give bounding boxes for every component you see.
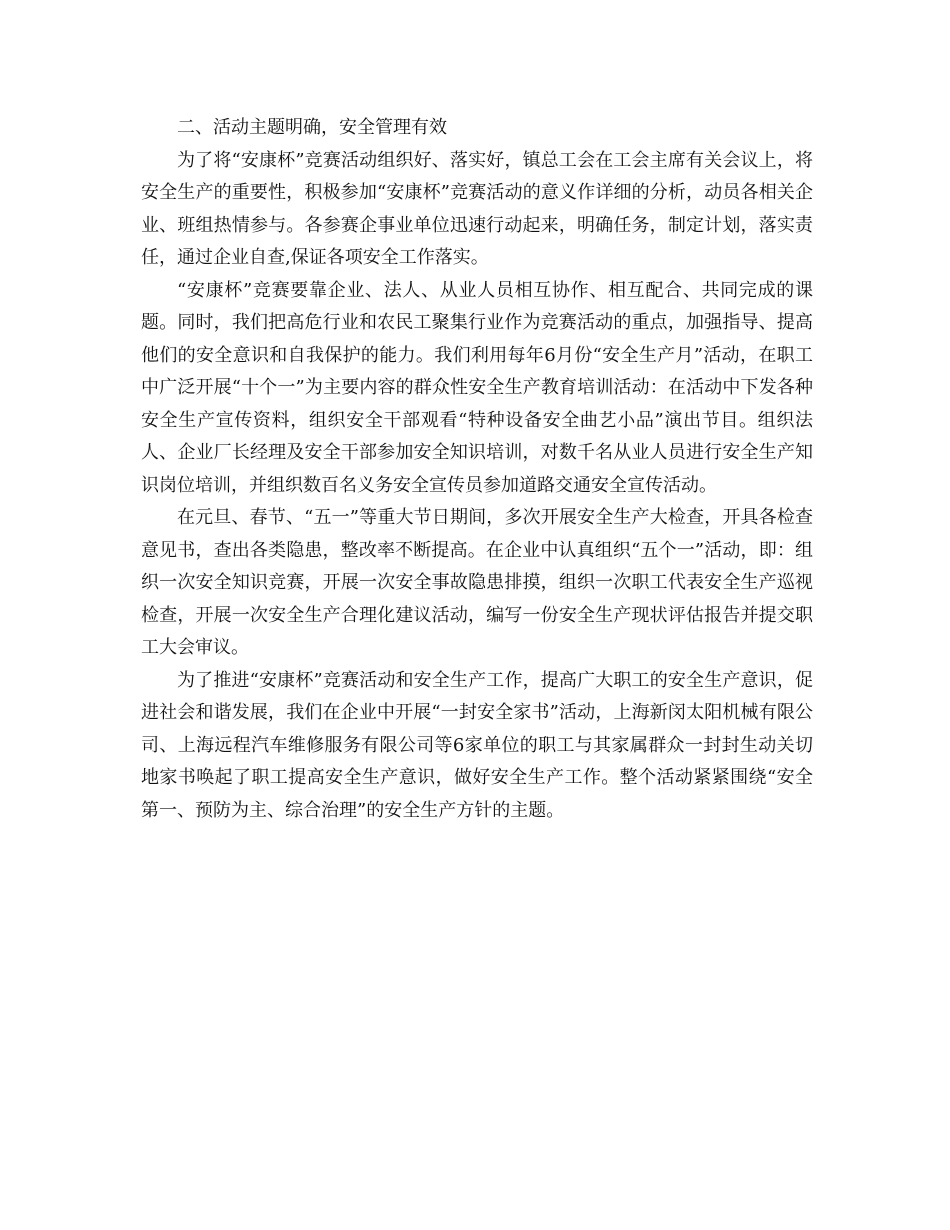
paragraph-organization: 为了将“安康杯”竞赛活动组织好、落实好，镇总工会在工会主席有关会议上，将安全生产的重要性，积极参加“安康杯”竞赛活动的意义作详细的分析，动员各相关企业、班组热情参与。各参赛企事业单位迅速行动起来，明确任务，制定计划，落实责任，通过企业自查,保证各项安全工作落实。 <box>141 149 813 268</box>
document-body <box>141 112 813 827</box>
section-heading: 二、活动主题明确，安全管理有效 <box>177 117 447 138</box>
paragraph-training: “安康杯”竞赛要靠企业、法人、从业人员相互协作、相互配合、共同完成的课题。同时，我们把高危行业和农民工聚集行业作为竞赛活动的重点，加强指导、提高他们的安全意识和自我保护的能力。我们利用每年6月份“安全生产月”活动，在职工中广泛开展“十个一”为主要内容的群众性安全生产教育培训活动：在活动中下发各种安全生产宣传资料，组织安全干部观看“特种设备安全曲艺小品”演出节目。组织法人、企业厂长经理及安全干部参加安全知识培训，对数千名从业人员进行安全生产知识岗位培训，并组织数百名义务安全宣传员参加道路交通安全宣传活动。 <box>141 279 813 496</box>
paragraph-inspection: 在元旦、春节、“五一”等重大节日期间，多次开展安全生产大检查，开具各检查意见书，查出各类隐患，整改率不断提高。在企业中认真组织“五个一”活动，即：组织一次安全知识竞赛，开展一次安全事故隐患排摸，组织一次职工代表安全生产巡视检查，开展一次安全生产合理化建议活动，编写一份安全生产现状评估报告并提交职工大会审议。 <box>141 507 813 658</box>
paragraph-family-letter: 为了推进“安康杯”竞赛活动和安全生产工作，提高广大职工的安全生产意识，促进社会和谐发展，我们在企业中开展“一封安全家书”活动，上海新闵太阳机械有限公司、上海远程汽车维修服务有限公司等6家单位的职工与其家属群众一封封生动关切地家书唤起了职工提高安全生产意识，做好安全生产工作。整个活动紧紧围绕“安全第一、预防为主、综合治理”的安全生产方针的主题。 <box>141 669 813 821</box>
